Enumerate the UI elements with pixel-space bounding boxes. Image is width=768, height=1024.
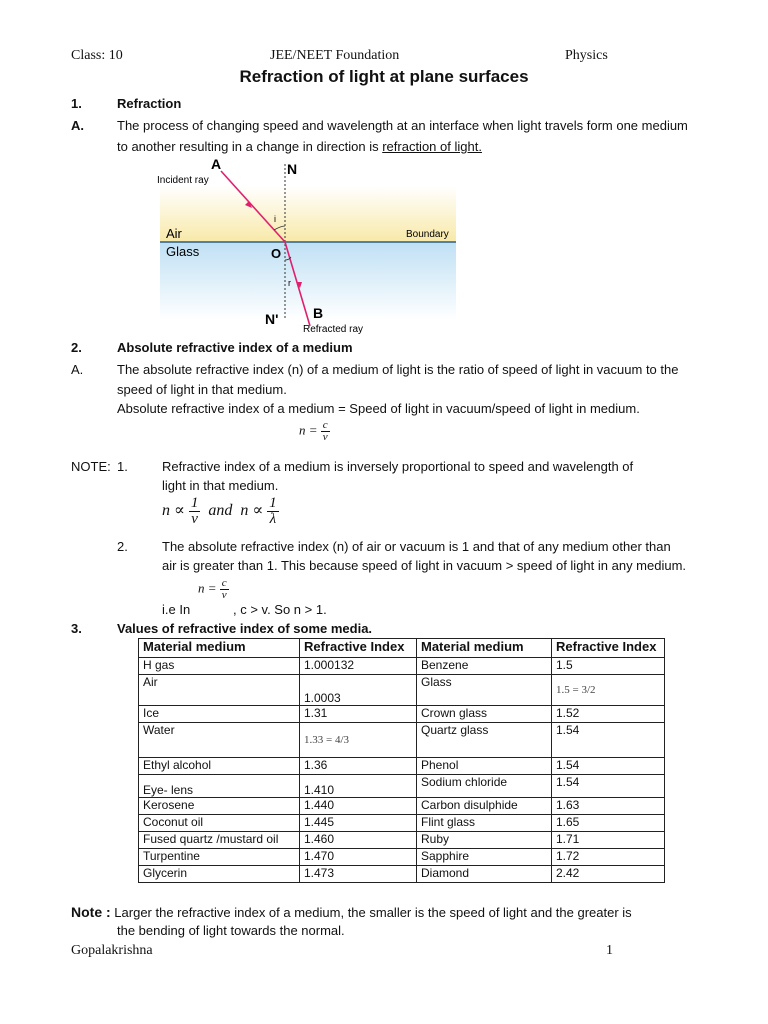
table-cell: 1.52 <box>552 706 665 723</box>
table-cell: Glass <box>417 675 552 706</box>
column-header: Refractive Index <box>300 639 417 658</box>
table-cell: Water <box>139 723 300 758</box>
refracted-ray-label: Refracted ray <box>303 324 364 335</box>
table-row <box>139 758 665 775</box>
section2-item-label: A. <box>71 362 84 377</box>
note2-line3-suffix: , c > v. So n > 1. <box>233 602 327 617</box>
table-cell: Fused quartz /mustard oil <box>139 832 300 849</box>
course-label: JEE/NEET Foundation <box>270 48 400 63</box>
note2-number: 2. <box>117 539 128 554</box>
section1-number: 1. <box>71 96 82 111</box>
note2-line2: air is greater than 1. This because speed of light in vacuum > speed of light in any medium. <box>162 558 687 573</box>
table-cell: 1.445 <box>300 815 417 832</box>
note2-line1: The absolute refractive index (n) of air or vacuum is 1 and that of any medium other than <box>162 539 671 554</box>
table-cell: 1.0003 <box>300 675 417 706</box>
incident-ray-label: Incident ray <box>157 175 209 186</box>
table-cell: Ethyl alcohol <box>139 758 300 775</box>
column-header: Material medium <box>417 639 552 658</box>
table-cell: Phenol <box>417 758 552 775</box>
table-cell: 1.31 <box>300 706 417 723</box>
table-cell: Crown glass <box>417 706 552 723</box>
column-header: Material medium <box>139 639 300 658</box>
refraction-diagram-svg <box>150 156 470 336</box>
page-title: Refraction of light at plane surfaces <box>239 67 529 86</box>
formula-n-c-v: n = $\frac{c}{v}$ <box>299 419 328 443</box>
table-cell: Flint glass <box>417 815 552 832</box>
final-note-line2: the bending of light towards the normal. <box>117 923 345 938</box>
table-row <box>139 832 665 849</box>
section1-item-label: A. <box>71 118 84 133</box>
table-cell: 1.460 <box>300 832 417 849</box>
column-header: Refractive Index <box>552 639 665 658</box>
section3-heading: Values of refractive index of some media. <box>117 621 373 636</box>
table-cell: 1.72 <box>552 849 665 866</box>
table-cell: Ice <box>139 706 300 723</box>
table-row <box>139 775 665 798</box>
section1-line2: to another resulting in a change in direction is refraction of light. <box>117 139 482 154</box>
final-note <box>71 904 632 920</box>
note-label: NOTE: <box>71 459 111 474</box>
table-cell: Coconut oil <box>139 815 300 832</box>
table-cell: Sodium chloride <box>417 775 552 798</box>
table-row <box>139 706 665 723</box>
table-cell: 1.473 <box>300 866 417 883</box>
section2-number: 2. <box>71 340 82 355</box>
subject-label: Physics <box>565 48 608 63</box>
label-n-prime: N' <box>265 311 279 327</box>
table-cell: 1.33 = 4/3 <box>300 723 417 758</box>
label-o: O <box>271 246 282 261</box>
table-row <box>139 723 665 758</box>
boundary-label: Boundary <box>406 229 449 240</box>
table-cell: Kerosene <box>139 798 300 815</box>
table-cell: Carbon disulphide <box>417 798 552 815</box>
section1-heading: Refraction <box>117 96 182 111</box>
refractive-index-table <box>138 638 665 883</box>
note1-line2: light in that medium. <box>162 478 279 493</box>
table-row <box>139 849 665 866</box>
section3-number: 3. <box>71 621 82 636</box>
table-cell: Turpentine <box>139 849 300 866</box>
section2-heading: Absolute refractive index of a medium <box>117 340 353 355</box>
table-row <box>139 815 665 832</box>
section2-line3: Absolute refractive index of a medium = Speed of light in vacuum/speed of light in medium. <box>117 401 640 416</box>
table-cell: H gas <box>139 658 300 675</box>
note1-line1: Refractive index of a medium is inversely proportional to speed and wavelength of <box>162 459 634 474</box>
note2-line3-prefix: i.e In <box>162 602 191 617</box>
table-cell: Glycerin <box>139 866 300 883</box>
formula-n-c-v-2: n = $\frac{c}{v}$ <box>198 577 227 601</box>
table-cell: Quartz glass <box>417 723 552 758</box>
label-n: N <box>287 161 298 177</box>
angle-i-label: i <box>274 214 276 224</box>
table-cell: 1.36 <box>300 758 417 775</box>
table-cell: 1.5 <box>552 658 665 675</box>
table-cell: 1.440 <box>300 798 417 815</box>
footer-author: Gopalakrishna <box>71 943 153 958</box>
table-cell: Air <box>139 675 300 706</box>
table-cell: 1.470 <box>300 849 417 866</box>
section2-line2: speed of light in that medium. <box>117 382 287 397</box>
table-header-row <box>139 639 665 658</box>
table-cell: 2.42 <box>552 866 665 883</box>
table-cell: 1.54 <box>552 775 665 798</box>
table-cell: 1.65 <box>552 815 665 832</box>
page-number: 1 <box>606 943 613 958</box>
class-label: Class: 10 <box>71 48 123 63</box>
table-row <box>139 866 665 883</box>
note1-number: 1. <box>117 459 128 474</box>
label-b: B <box>313 305 324 321</box>
table-cell: 1.410 <box>300 775 417 798</box>
table-cell: 1.54 <box>552 758 665 775</box>
table-cell: Diamond <box>417 866 552 883</box>
final-note-label: Note : <box>71 904 111 920</box>
label-a: A <box>211 156 222 172</box>
table-cell: 1.000132 <box>300 658 417 675</box>
proportionality-formula: n ∝ $\frac{1}{v}$ and n ∝ $\frac{1}{\lambda}$ <box>162 495 277 527</box>
glass-region <box>160 242 456 320</box>
table-cell: 1.63 <box>552 798 665 815</box>
table-cell: 1.54 <box>552 723 665 758</box>
section1-line1: The process of changing speed and wavelength at an interface when light travels form one medium <box>117 118 688 133</box>
table-cell: 1.5 = 3/2 <box>552 675 665 706</box>
section2-line1: The absolute refractive index (n) of a medium of light is the ratio of speed of light in vacuum to the <box>117 362 679 377</box>
table-cell: Benzene <box>417 658 552 675</box>
table-cell: 1.71 <box>552 832 665 849</box>
definition-term: refraction of light. <box>382 139 482 154</box>
table-row <box>139 798 665 815</box>
glass-label: Glass <box>166 244 200 259</box>
air-label: Air <box>166 226 182 241</box>
table-cell: Eye- lens <box>139 775 300 798</box>
final-note-line1: Larger the refractive index of a medium, the smaller is the speed of light and the greater is <box>114 905 632 920</box>
refraction-diagram <box>150 156 470 336</box>
table-cell: Sapphire <box>417 849 552 866</box>
table-cell: Ruby <box>417 832 552 849</box>
table-row <box>139 675 665 706</box>
table-row <box>139 658 665 675</box>
angle-r-label: r <box>288 278 291 288</box>
